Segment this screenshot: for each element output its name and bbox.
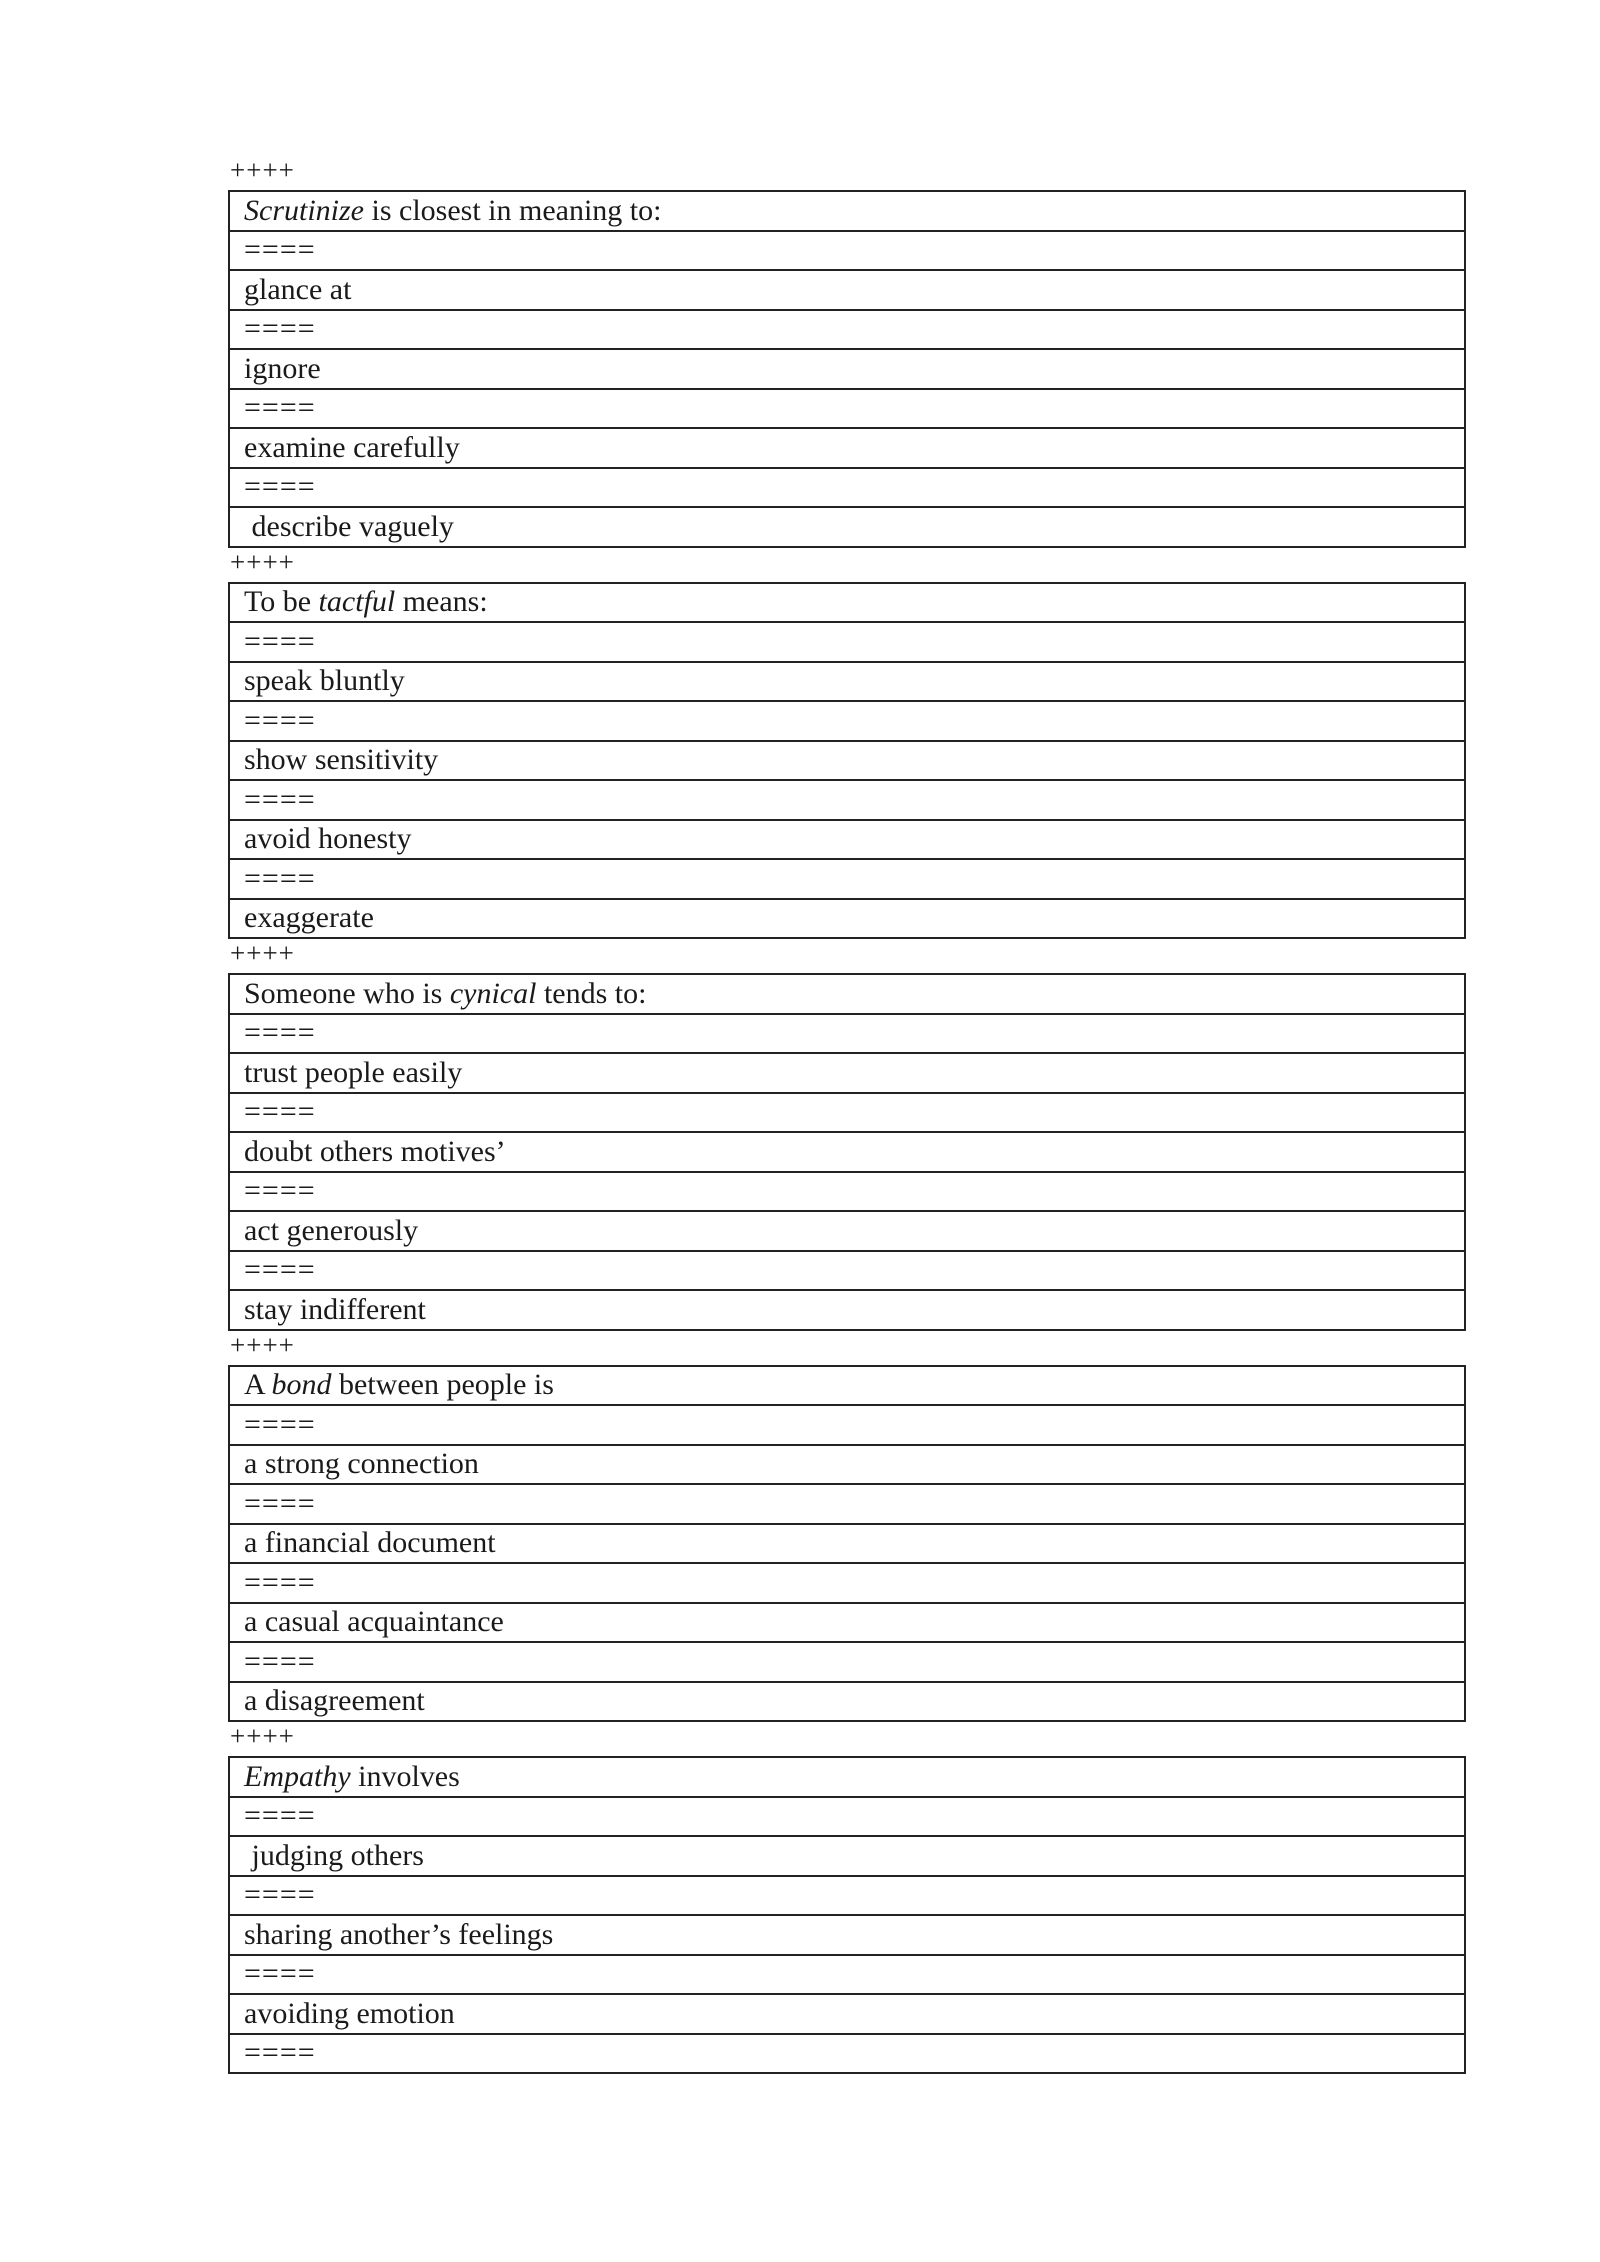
option-divider: ==== [229,2034,1465,2074]
option-divider: ==== [229,1955,1465,1995]
answer-option: a casual acquaintance [229,1603,1465,1643]
question-stem: To be tactful means: [229,583,1465,623]
question-stem: Empathy involves [229,1757,1465,1797]
option-divider: ==== [229,701,1465,741]
question-stem: Someone who is cynical tends to: [229,974,1465,1014]
question-separator: ++++ [230,546,295,577]
option-divider: ==== [229,468,1465,508]
answer-option: trust people easily [229,1053,1465,1093]
answer-option: a strong connection [229,1445,1465,1485]
option-divider: ==== [229,231,1465,271]
answer-option: judging others [229,1836,1465,1876]
question-stem: Scrutinize is closest in meaning to: [229,191,1465,231]
option-divider: ==== [229,1251,1465,1291]
option-divider: ==== [229,1484,1465,1524]
answer-option: show sensitivity [229,741,1465,781]
question-separator: ++++ [230,938,295,968]
answer-option: sharing another’s feelings [229,1915,1465,1955]
answer-option: exaggerate [229,899,1465,939]
answer-option: describe vaguely [229,507,1465,547]
answer-option: glance at [229,270,1465,310]
answer-option: act generously [229,1211,1465,1251]
option-divider: ==== [229,1797,1465,1837]
option-divider: ==== [229,622,1465,662]
question-stem: A bond between people is [229,1366,1465,1406]
option-divider: ==== [229,1642,1465,1682]
option-divider: ==== [229,859,1465,899]
answer-option: a financial document [229,1524,1465,1564]
question-table [228,1365,1466,1723]
option-divider: ==== [229,389,1465,429]
answer-option: speak bluntly [229,662,1465,702]
question-table [228,582,1466,940]
answer-option: examine carefully [229,428,1465,468]
question-table [228,973,1466,1331]
option-divider: ==== [229,1014,1465,1054]
option-divider: ==== [229,310,1465,350]
answer-option: ignore [229,349,1465,389]
option-divider: ==== [229,780,1465,820]
answer-option: avoid honesty [229,820,1465,860]
option-divider: ==== [229,1172,1465,1212]
question-table [228,1756,1466,2074]
question-separator: ++++ [230,155,295,185]
option-divider: ==== [229,1405,1465,1445]
quiz-document [228,156,1466,2074]
answer-option: avoiding emotion [229,1994,1465,2034]
question-table [228,190,1466,548]
answer-option: doubt others motives’ [229,1132,1465,1172]
question-separator: ++++ [230,1721,295,1751]
option-divider: ==== [229,1563,1465,1603]
question-separator: ++++ [230,1329,295,1360]
answer-option: stay indifferent [229,1290,1465,1330]
option-divider: ==== [229,1093,1465,1133]
option-divider: ==== [229,1876,1465,1916]
answer-option: a disagreement [229,1682,1465,1722]
